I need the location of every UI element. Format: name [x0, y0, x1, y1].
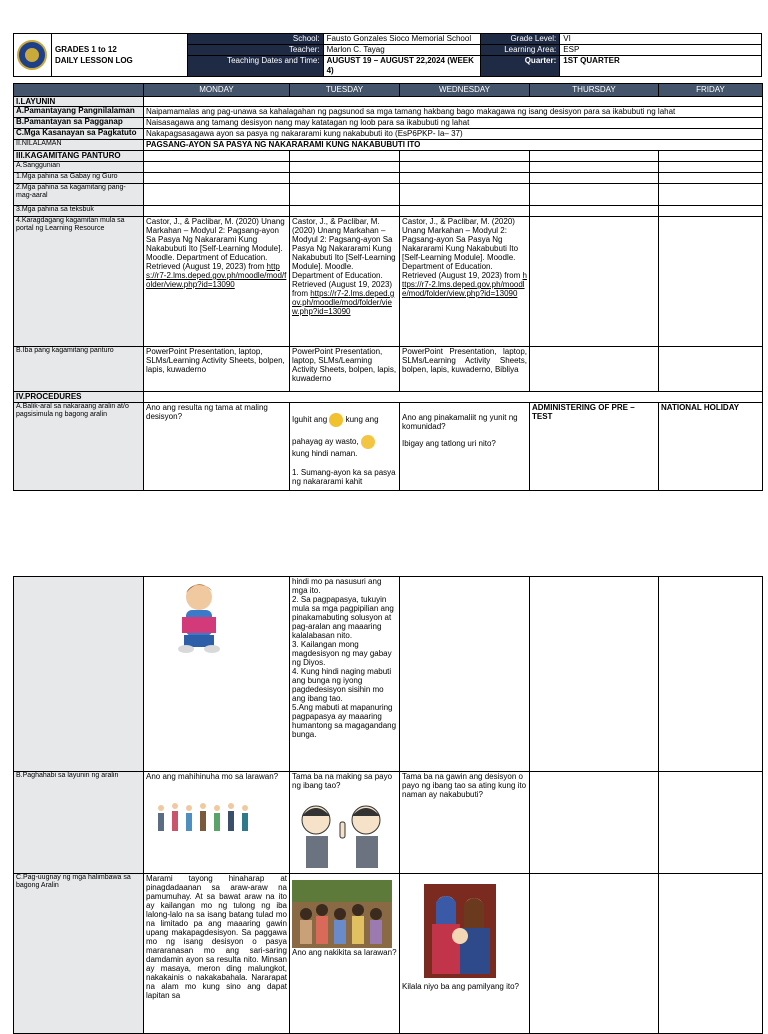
balik-wednesday — [400, 403, 530, 491]
blank-cell — [400, 577, 530, 772]
row-label-continued — [14, 577, 144, 772]
row-label-nilalaman: II.NILALAMAN — [14, 140, 144, 151]
row-label-pamantayan-pagganap: B.Pamantayan sa Pagganap — [14, 118, 144, 129]
portal-monday — [144, 217, 290, 347]
procedures-blank — [144, 392, 763, 403]
blank-cell — [659, 151, 763, 162]
iba-tuesday: PowerPoint Presentation, laptop, SLMs/Learning Activity Sheets, bolpen, lapis, kuwaderno — [290, 347, 400, 392]
portal-tuesday-link[interactable]: https://r7-2.lms.deped.gov.ph/moodle/mod/folder/view.php?id=13090 — [292, 289, 395, 316]
two-men-talking-image — [292, 798, 392, 868]
blank-cell — [144, 184, 290, 206]
grade-value: VI — [560, 34, 762, 45]
paghahabi-tuesday — [290, 772, 400, 874]
holy-family-image — [424, 884, 496, 978]
lesson-grid-page2 — [13, 576, 763, 1034]
day-header-monday: MONDAY — [144, 84, 290, 97]
portal-tuesday — [290, 217, 400, 347]
section-layunin-blank — [144, 97, 763, 107]
teacher-label: Teacher: — [187, 45, 323, 56]
day-header-thursday: THURSDAY — [530, 84, 659, 97]
portal-monday-link[interactable]: https://r7-2.lms.deped.gov.ph/moodle/mod/folder/view.php?id=13090 — [146, 262, 287, 289]
row-label-teksbuk: 3.Mga pahina sa teksbuk — [14, 206, 144, 217]
school-label: School: — [187, 34, 323, 45]
balik-tue-text4: kung hindi naman. — [292, 449, 358, 458]
blank-cell — [530, 347, 659, 392]
blank-cell — [530, 184, 659, 206]
row-label-sanggunian: A.Sanggunian — [14, 162, 144, 173]
deped-seal-cell — [14, 34, 52, 77]
people-raising-hands-image — [154, 799, 254, 839]
balik-tue-text5: 1. Sumang-ayon ka sa pasya ng nakararami kahit — [292, 468, 396, 486]
grid-corner — [14, 84, 144, 97]
blank-cell — [400, 184, 530, 206]
blank-cell — [659, 184, 763, 206]
row-label-paguugnay: C.Pag-uugnay ng mga halimbawa sa bagong Aralin — [14, 874, 144, 1034]
blank-cell — [659, 772, 763, 874]
row-label-portal: 4.Karagdagang kagamitan mula sa portal ng Learning Resource — [14, 217, 144, 347]
blank-cell — [659, 874, 763, 1034]
area-value: ESP — [560, 45, 762, 56]
day-header-tuesday: TUESDAY — [290, 84, 400, 97]
day-header-friday: FRIDAY — [659, 84, 763, 97]
blank-cell — [290, 151, 400, 162]
portal-monday-text: Castor, J., & Paclibar, M. (2020) Unang Markahan – Modyul 2: Pagsang-ayon Sa Pasya Ng Nakararami Kung Nakabubuti Ito [Self-Learning Module]. Moodle. Department of Education. Retrieved (August 19, 2023) from — [146, 217, 285, 271]
balik-friday: NATIONAL HOLIDAY — [659, 403, 763, 491]
school-value: Fausto Gonzales Sioco Memorial School — [323, 34, 481, 45]
happy-face-icon — [329, 413, 343, 427]
blank-cell — [144, 162, 290, 173]
blank-cell — [290, 206, 400, 217]
portal-tuesday-text: Castor, J., & Paclibar, M. (2020) Unang Markahan – Modyul 2: Pagsang-ayon Sa Pasya Ng Nakararami Kung Nakabubuti Ito [Self-Learning Module]. Moodle. Department of Education. Retrieved (August 19, 2023) from — [292, 217, 396, 298]
quarter-value: 1ST QUARTER — [560, 56, 762, 77]
row-label-kagamitang-aaral: 2.Mga pahina sa kagamitang pang-mag-aaral — [14, 184, 144, 206]
kasanayan-text: Nakapagsasagawa ayon sa pasya ng nakararami kung nakabubuti ito (EsP6PKP- Ia– 37) — [144, 129, 763, 140]
paghahabi-monday — [144, 772, 290, 874]
blank-cell — [144, 151, 290, 162]
boy-reading-book-image — [164, 577, 234, 657]
iba-wednesday: PowerPoint Presentation, laptop, SLMs/Learning Activity Sheets, bolpen, lapis, kuwaderno, Bibliya — [400, 347, 530, 392]
blank-cell — [400, 206, 530, 217]
grade-label: Grade Level: — [481, 34, 560, 45]
blank-cell — [144, 173, 290, 184]
balik-wed-text2: Ibigay ang tatlong uri nito? — [402, 439, 496, 448]
day-header-wednesday: WEDNESDAY — [400, 84, 530, 97]
row-label-gabay-guro: 1.Mga pahina sa Gabay ng Guro — [14, 173, 144, 184]
blank-cell — [530, 151, 659, 162]
balik-tuesday — [290, 403, 400, 491]
section-layunin: I.LAYUNIN — [14, 97, 144, 107]
deped-seal-icon — [17, 40, 47, 70]
blank-cell — [290, 162, 400, 173]
paghahabi-tue-text: Tama ba na making sa payo ng ibang tao? — [292, 772, 393, 790]
blank-cell — [144, 206, 290, 217]
paghahabi-wednesday: Tama ba na gawin ang desisyon o payo ng ibang tao sa ating kung ito naman ay nakabubuti? — [400, 772, 530, 874]
balik-tue-text2: kung ang — [345, 415, 379, 425]
paghahabi-mon-text: Ano ang mahihinuha mo sa larawan? — [146, 772, 279, 781]
balik-tue-text3: pahayag ay wasto, — [292, 437, 359, 447]
paguugnay-wednesday — [400, 874, 530, 1034]
children-group-photo-image — [292, 880, 392, 948]
area-label: Learning Area: — [481, 45, 560, 56]
title-line1: GRADES 1 to 12 — [54, 45, 117, 54]
blank-cell — [659, 577, 763, 772]
paguugnay-wed-text: Kilala niyo ba ang pamilyang ito? — [402, 982, 519, 991]
section-procedures: IV.PROCEDURES — [14, 392, 144, 403]
blank-cell — [530, 772, 659, 874]
blank-cell — [659, 162, 763, 173]
pamantayang-pangnilalaman-text: Naipamamalas ang pag-unawa sa kahalagahan ng pagsunod sa mga tamang hakbang bago makagawa ng isang desisyon para sa ikabubuti ng lahat — [144, 107, 763, 118]
pamantayan-pagganap-text: Naisasagawa ang tamang desisyon nang may katatagan ng loob para sa ikabubuti ng lahat — [144, 118, 763, 129]
blank-cell — [530, 577, 659, 772]
iba-monday: PowerPoint Presentation, laptop, SLMs/Learning Activity Sheets, bolpen, lapis, kuwaderno — [144, 347, 290, 392]
dates-value: AUGUST 19 – AUGUST 22,2024 (WEEK 4) — [323, 56, 481, 77]
balik-tue-text1: Iguhit ang — [292, 415, 328, 425]
header-table — [13, 33, 762, 77]
row-label-paghahabi: B.Paghahabi sa layunin ng aralin — [14, 772, 144, 874]
blank-cell — [530, 173, 659, 184]
blank-cell — [530, 206, 659, 217]
blank-cell — [400, 173, 530, 184]
dates-label: Teaching Dates and Time: — [187, 56, 323, 77]
row-label-pamantayang-pangnilalaman: A.Pamantayang Pangnilalaman — [14, 107, 144, 118]
row-label-kasanayan: C.Mga Kasanayan sa Pagkatuto — [14, 129, 144, 140]
nilalaman-text: PAGSANG-AYON SA PASYA NG NAKARARAMI KUNG NAKABUBUTI ITO — [144, 140, 763, 151]
paguugnay-tuesday — [290, 874, 400, 1034]
blank-cell — [530, 874, 659, 1034]
paguugnay-monday: Marami tayong hinaharap at pinagdadaanan sa araw-araw na pamumuhay. At sa bawat araw na ito ay kailangan mo ng tulong ng iba lalong-lalo na sa isang batang tulad mo na limitado pa ang maaaring gawin upang makapagdesisyon. Sa paggawa mo ng isang desisyon o pasya mararanasan mo ang sari-saring damdamin ayon sa resulta nito. Minsan ay masaya, meron ding malungkot, nakakainis o nakakabahala. Nararapat na alam mo kung sino ang dapat lapitan sa — [144, 874, 290, 1034]
balik-wed-text1: Ano ang pinakamaliit ng yunit ng komunidad? — [402, 413, 518, 431]
portal-wednesday-link[interactable]: https://r7-2.lms.deped.gov.ph/moodle/mod/folder/view.php?id=13090 — [402, 271, 527, 298]
lesson-grid-page1 — [13, 83, 763, 491]
balik-monday: Ano ang resulta ng tama at maling desisyon? — [144, 403, 290, 491]
title-cell — [51, 34, 187, 77]
blank-cell — [290, 173, 400, 184]
portal-wednesday — [400, 217, 530, 347]
blank-cell — [659, 217, 763, 347]
paguugnay-tue-text: Ano ang nakikita sa larawan? — [292, 948, 397, 957]
cont-tuesday: hindi mo pa nasusuri ang mga ito. 2. Sa pagpapasya, tukuyin mula sa mga pagpipilian ang pinakamabuting solusyon at pag-aralan ang maaaring kalalabasan nito. 3. Kailangan mong magdesisyon ng may gabay ng Diyos. 4. Kung hindi naging mabuti ang bunga ng iyong pagdedesisyon sisihin mo ang ibang tao. 5.Ang mabuti at mapanuring pagpapasya ay maaaring humantong sa magagandang bunga. — [290, 577, 400, 772]
section-kagamitan: III.KAGAMITANG PANTURO — [14, 151, 144, 162]
blank-cell — [400, 162, 530, 173]
portal-wednesday-text: Castor, J., & Paclibar, M. (2020) Unang Markahan – Modyul 2: Pagsang-ayon Sa Pasya Ng Nakararami Kung Nakabubuti Ito [Self-Learning Module]. Moodle. Department of Education. Retrieved (August 19, 2023) from — [402, 217, 523, 280]
blank-cell — [290, 184, 400, 206]
sad-face-icon — [361, 435, 375, 449]
teacher-value: Marlon C. Tayag — [323, 45, 481, 56]
row-label-balik-aral: A.Balik-aral sa nakaraang aralin at/o pagsisimula ng bagong aralin — [14, 403, 144, 491]
blank-cell — [530, 162, 659, 173]
quarter-label: Quarter: — [481, 56, 560, 77]
row-label-iba-kagamitan: B.Iba pang kagamitang panturo — [14, 347, 144, 392]
blank-cell — [659, 206, 763, 217]
blank-cell — [659, 347, 763, 392]
cont-monday — [144, 577, 290, 772]
blank-cell — [659, 173, 763, 184]
balik-thursday: ADMINISTERING OF PRE – TEST — [530, 403, 659, 491]
blank-cell — [400, 151, 530, 162]
title-line2: DAILY LESSON LOG — [54, 56, 133, 65]
blank-cell — [530, 217, 659, 347]
